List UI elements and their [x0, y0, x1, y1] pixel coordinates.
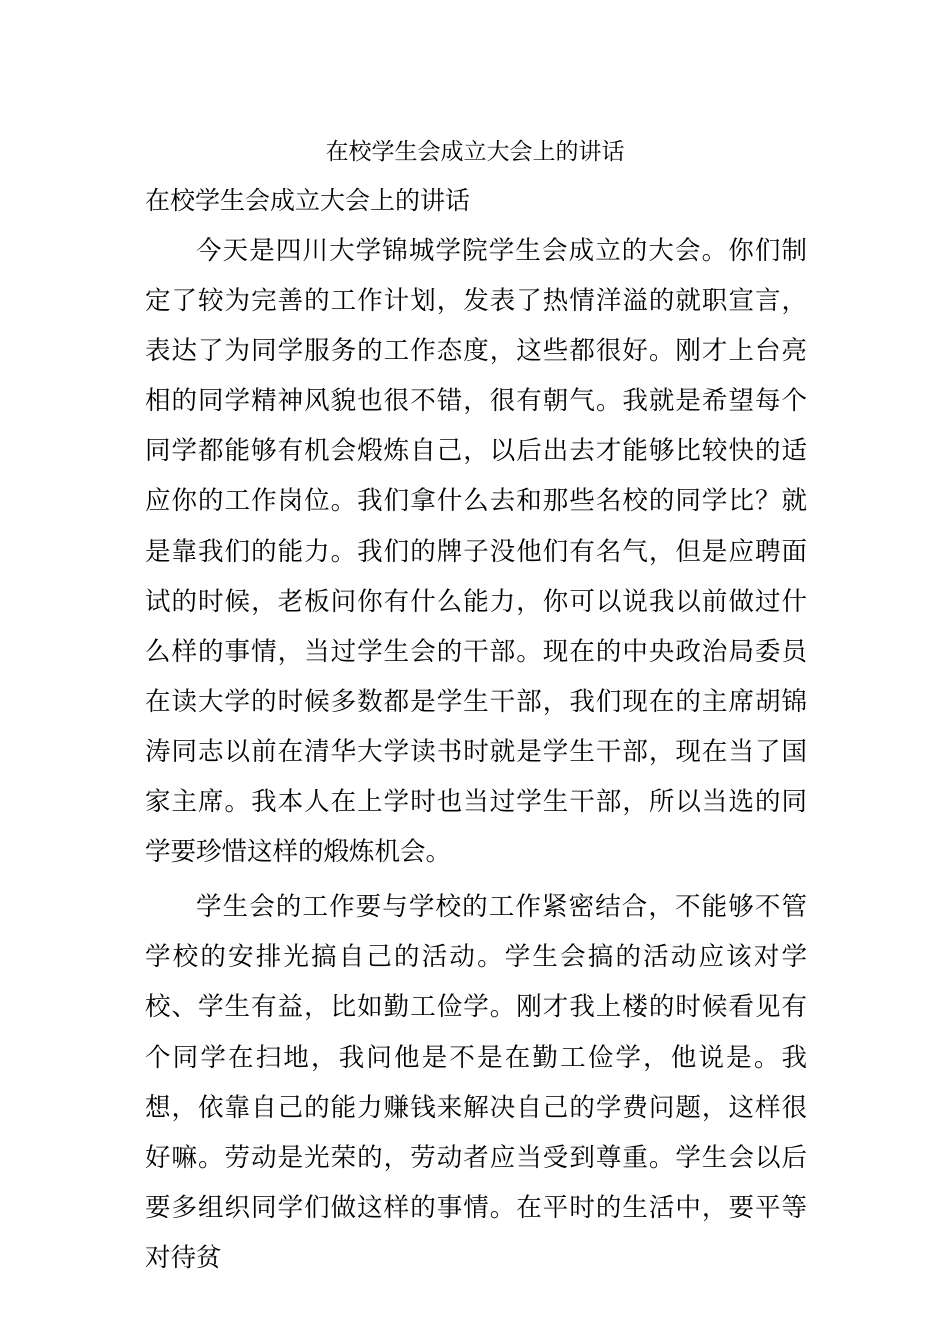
document-title: 在校学生会成立大会上的讲话 — [325, 139, 625, 165]
document-subtitle: 在校学生会成立大会上的讲话 — [145, 186, 471, 215]
document-body — [145, 226, 807, 1288]
paragraph-2: 学生会的工作要与学校的工作紧密结合，不能够不管学校的安排光搞自己的活动。学生会搞的活动应该对学校、学生有益，比如勤工俭学。刚才我上楼的时候看见有个同学在扫地，我问他是不是在勤工俭学，他说是。我想，依靠自己的能力赚钱来解决自己的学费问题，这样很好嘛。劳动是光荣的，劳动者应当受到尊重。学生会以后要多组织同学们做这样的事情。在平时的生活中，要平等对待贫 — [145, 892, 807, 1273]
paragraph-1: 今天是四川大学锦城学院学生会成立的大会。你们制定了较为完善的工作计划，发表了热情洋溢的就职宣言，表达了为同学服务的工作态度，这些都很好。刚才上台亮相的同学精神风貌也很不错，很有朝气。我就是希望每个同学都能够有机会煅炼自己，以后出去才能够比较快的适应你的工作岗位。我们拿什么去和那些名校的同学比？就是靠我们的能力。我们的牌子没他们有名气，但是应聘面试的时候，老板问你有什么能力，你可以说我以前做过什么样的事情，当过学生会的干部。现在的中央政治局委员在读大学的时候多数都是学生干部，我们现在的主席胡锦涛同志以前在清华大学读书时就是学生干部，现在当了国家主席。我本人在上学时也当过学生干部，所以当选的同学要珍惜这样的煅炼机会。 — [145, 236, 807, 868]
